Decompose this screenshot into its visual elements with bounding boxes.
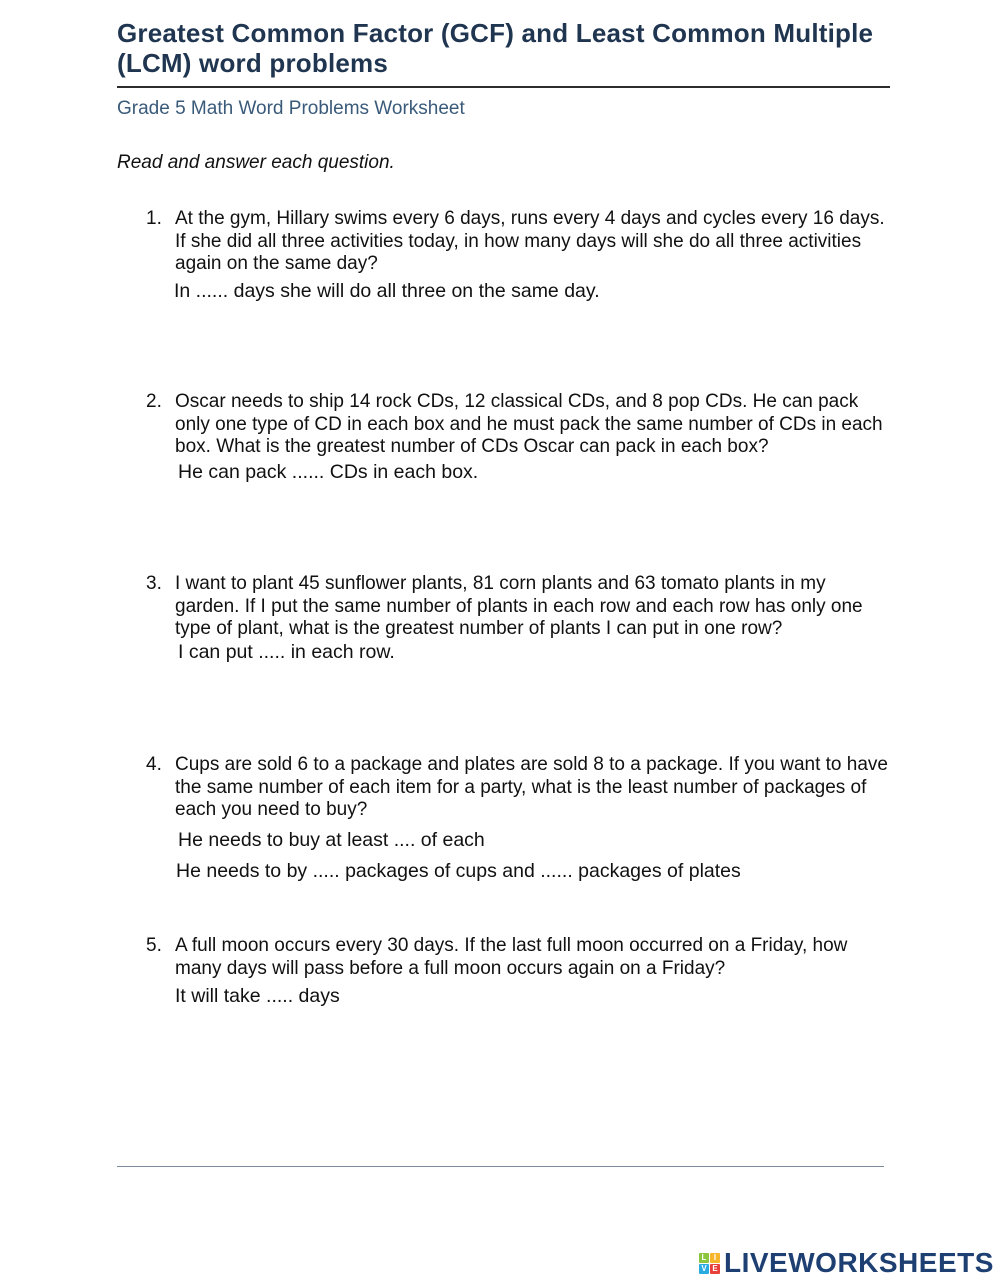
- answer-line-5[interactable]: It will take ..... days: [175, 985, 340, 1007]
- answer-line-2[interactable]: He can pack ...... CDs in each box.: [178, 461, 479, 483]
- logo-letter: L: [699, 1253, 709, 1263]
- logo-letter: I: [710, 1253, 720, 1263]
- question-text: At the gym, Hillary swims every 6 days, runs every 4 days and cycles every 16 days. If she did all three activities today, in how many days will she do all three activities again on the same day?: [175, 208, 885, 274]
- question-number: 1.: [146, 208, 162, 229]
- question-5: [146, 935, 891, 980]
- logo-letter: V: [699, 1264, 709, 1274]
- logo-letter: E: [710, 1264, 720, 1274]
- question-text: A full moon occurs every 30 days. If the last full moon occurred on a Friday, how many days will pass before a full moon occurs again on a Friday?: [175, 935, 848, 979]
- logo-text: LIVEWORKSHEETS: [724, 1247, 994, 1278]
- answer-line-4b[interactable]: He needs to by ..... packages of cups and ...... packages of plates: [176, 860, 741, 882]
- question-number: 5.: [146, 935, 162, 956]
- question-text: I want to plant 45 sunflower plants, 81 corn plants and 63 tomato plants in my garden. If I put the same number of plants in each row and each row has only one type of plant, what is the greatest number of plants I can put in one row?: [175, 573, 863, 639]
- question-text: Oscar needs to ship 14 rock CDs, 12 classical CDs, and 8 pop CDs. He can pack only one type of CD in each box and he must pack the same number of CDs in each box. What is the greatest number of CDs Oscar can pack in each box?: [175, 391, 883, 457]
- question-text: Cups are sold 6 to a package and plates are sold 8 to a package. If you want to have the same number of each item for a party, what is the least number of packages of each you need to buy?: [175, 754, 888, 820]
- title-divider: [117, 86, 890, 88]
- question-number: 2.: [146, 391, 162, 412]
- question-2: [146, 391, 891, 459]
- question-3: [146, 573, 891, 641]
- question-4: [146, 754, 891, 822]
- instructions: Read and answer each question.: [117, 152, 395, 173]
- question-1: [146, 208, 891, 276]
- worksheet-subtitle: Grade 5 Math Word Problems Worksheet: [117, 98, 465, 119]
- footer-divider: [117, 1166, 884, 1167]
- answer-line-3[interactable]: I can put ..... in each row.: [178, 641, 395, 663]
- liveworksheets-logo: [699, 1247, 994, 1279]
- answer-line-1[interactable]: In ...... days she will do all three on the same day.: [174, 280, 600, 302]
- question-number: 4.: [146, 754, 162, 775]
- worksheet-title: Greatest Common Factor (GCF) and Least Common Multiple (LCM) word problems: [117, 18, 874, 78]
- logo-icon: [699, 1253, 720, 1274]
- answer-line-4a[interactable]: He needs to buy at least .... of each: [178, 829, 485, 851]
- question-number: 3.: [146, 573, 162, 594]
